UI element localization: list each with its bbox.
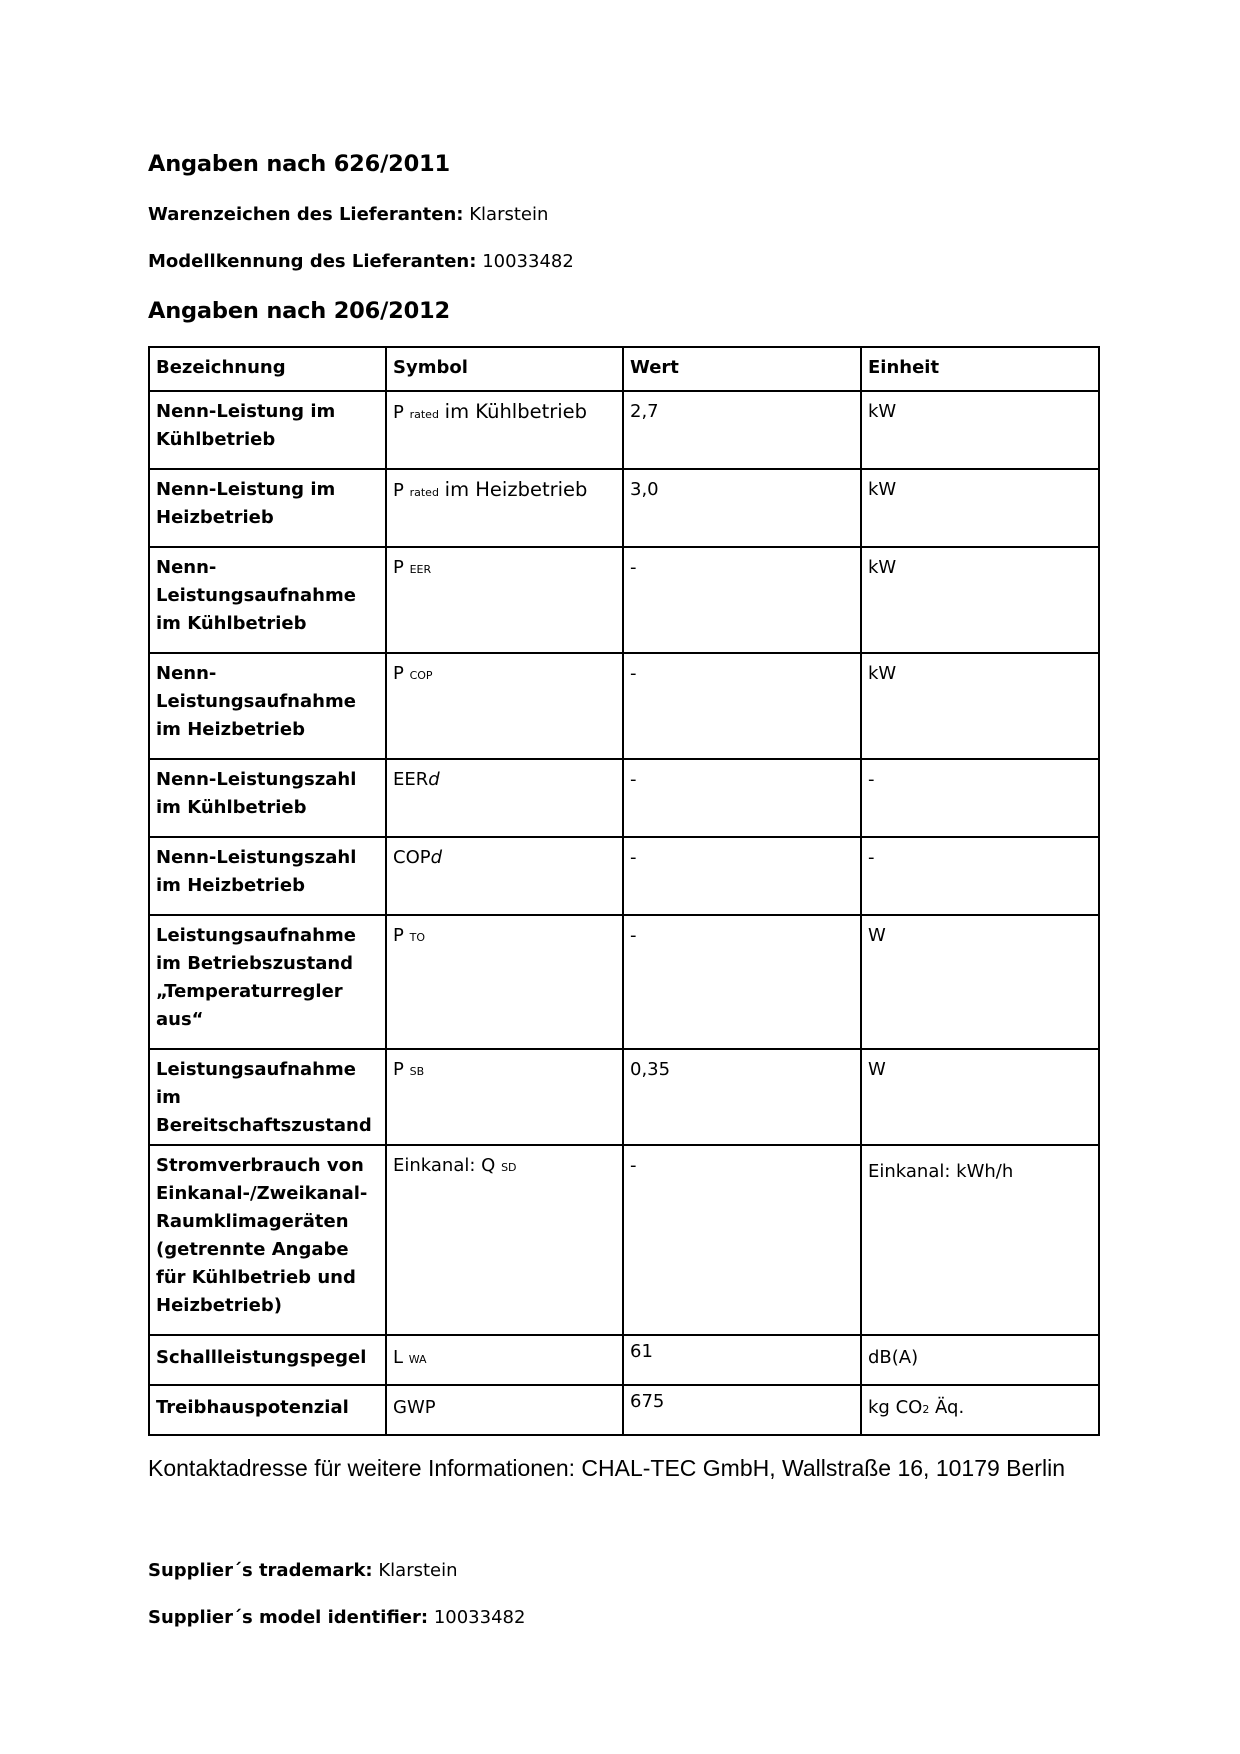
- row-label: Nenn-Leistung im Kühlbetrieb: [149, 391, 386, 469]
- table-row: [149, 1049, 1099, 1145]
- model-line: [148, 251, 574, 272]
- row-unit: W: [861, 915, 1099, 1049]
- row-symbol: [386, 653, 623, 759]
- table-row: [149, 837, 1099, 915]
- row-value: 675: [623, 1385, 861, 1435]
- table-row: [149, 1335, 1099, 1385]
- row-label: Schallleistungspegel: [149, 1335, 386, 1385]
- symbol-main: Einkanal: Q: [393, 1155, 496, 1176]
- row-unit: kW: [861, 653, 1099, 759]
- supplier-trademark-value: Klarstein: [378, 1560, 458, 1581]
- row-value: 61: [623, 1335, 861, 1385]
- symbol-subscript: COP: [409, 669, 433, 682]
- symbol-italic: d: [428, 769, 440, 790]
- table-row: [149, 1145, 1099, 1335]
- row-unit: dB(A): [861, 1335, 1099, 1385]
- heading-206-2012: Angaben nach 206/2012: [148, 298, 450, 324]
- table-row: [149, 391, 1099, 469]
- header-bezeichnung: Bezeichnung: [149, 347, 386, 391]
- row-label: Leistungsaufnahme im Bereitschaftszustand: [149, 1049, 386, 1145]
- symbol-subscript: rated: [409, 486, 439, 499]
- row-value: -: [623, 547, 861, 653]
- row-label: Leistungsaufnahme im Betriebszustand „Temperaturregler aus“: [149, 915, 386, 1049]
- row-value: -: [623, 759, 861, 837]
- symbol-rest: im Kühlbetrieb: [444, 400, 588, 423]
- unit-subscript: 2: [922, 1403, 930, 1416]
- row-label: Treibhauspotenzial: [149, 1385, 386, 1435]
- row-value: -: [623, 837, 861, 915]
- symbol-main: P: [393, 925, 404, 946]
- symbol-main: P: [393, 663, 404, 684]
- row-symbol: [386, 837, 623, 915]
- symbol-main: P: [393, 1059, 404, 1080]
- row-value: -: [623, 915, 861, 1049]
- trademark-label: Warenzeichen des Lieferanten:: [148, 204, 464, 225]
- header-symbol: Symbol: [386, 347, 623, 391]
- unit-main: kg CO: [868, 1397, 923, 1418]
- symbol-subscript: SD: [501, 1161, 517, 1174]
- row-symbol: GWP: [386, 1385, 623, 1435]
- heading-626-2011: Angaben nach 626/2011: [148, 151, 450, 177]
- row-unit: -: [861, 759, 1099, 837]
- row-symbol: [386, 1335, 623, 1385]
- row-label: Nenn-Leistungszahl im Kühlbetrieb: [149, 759, 386, 837]
- table-header-row: [149, 347, 1099, 391]
- table-row: [149, 915, 1099, 1049]
- row-unit: kW: [861, 469, 1099, 547]
- row-value: -: [623, 1145, 861, 1335]
- table-row: [149, 759, 1099, 837]
- symbol-subscript: EER: [409, 563, 432, 576]
- supplier-model-value: 10033482: [433, 1607, 526, 1628]
- model-label: Modellkennung des Lieferanten:: [148, 251, 477, 272]
- row-value: -: [623, 653, 861, 759]
- spec-table: [148, 346, 1100, 1436]
- table-row: [149, 653, 1099, 759]
- row-label: Nenn-Leistungszahl im Heizbetrieb: [149, 837, 386, 915]
- table-row: [149, 1385, 1099, 1435]
- row-symbol: [386, 1145, 623, 1335]
- row-symbol: [386, 391, 623, 469]
- symbol-main: EER: [393, 769, 429, 790]
- supplier-trademark-label: Supplier´s trademark:: [148, 1560, 373, 1581]
- row-unit: kW: [861, 547, 1099, 653]
- row-value: 3,0: [623, 469, 861, 547]
- row-unit: W: [861, 1049, 1099, 1145]
- trademark-line: [148, 204, 548, 225]
- supplier-trademark-line: [148, 1560, 458, 1581]
- row-label: Nenn-Leistung im Heizbetrieb: [149, 469, 386, 547]
- row-symbol: [386, 469, 623, 547]
- row-symbol: [386, 915, 623, 1049]
- symbol-main: P: [393, 402, 404, 423]
- row-unit: -: [861, 837, 1099, 915]
- row-unit: kW: [861, 391, 1099, 469]
- symbol-main: COP: [393, 847, 431, 868]
- symbol-main: P: [393, 480, 404, 501]
- trademark-value: Klarstein: [469, 204, 549, 225]
- row-value: 0,35: [623, 1049, 861, 1145]
- model-value: 10033482: [482, 251, 574, 272]
- symbol-subscript: rated: [409, 408, 439, 421]
- header-wert: Wert: [623, 347, 861, 391]
- row-unit: Einkanal: kWh/h: [861, 1145, 1099, 1335]
- symbol-main: P: [393, 557, 404, 578]
- row-value: 2,7: [623, 391, 861, 469]
- row-symbol: [386, 759, 623, 837]
- symbol-main: L: [393, 1347, 404, 1368]
- row-symbol: [386, 1049, 623, 1145]
- supplier-model-label: Supplier´s model identifier:: [148, 1607, 429, 1628]
- row-label: Nenn-Leistungsaufnahme im Heizbetrieb: [149, 653, 386, 759]
- row-label: Nenn-Leistungsaufnahme im Kühlbetrieb: [149, 547, 386, 653]
- unit-rest: Äq.: [935, 1397, 965, 1418]
- supplier-model-line: [148, 1607, 525, 1628]
- symbol-subscript: TO: [409, 931, 425, 944]
- symbol-subscript: SB: [409, 1065, 425, 1078]
- row-symbol: [386, 547, 623, 653]
- row-unit: [861, 1385, 1099, 1435]
- row-label: Stromverbrauch von Einkanal-/Zweikanal-Raumklimageräten (getrennte Angabe für Kühlbetrieb und Heizbetrieb): [149, 1145, 386, 1335]
- symbol-rest: im Heizbetrieb: [444, 478, 588, 501]
- header-einheit: Einheit: [861, 347, 1099, 391]
- symbol-subscript: WA: [408, 1353, 427, 1366]
- contact-address: Kontaktadresse für weitere Informationen: CHAL-TEC GmbH, Wallstraße 16, 10179 Berlin: [148, 1455, 1065, 1481]
- symbol-italic: d: [430, 847, 443, 868]
- table-row: [149, 469, 1099, 547]
- table-row: [149, 547, 1099, 653]
